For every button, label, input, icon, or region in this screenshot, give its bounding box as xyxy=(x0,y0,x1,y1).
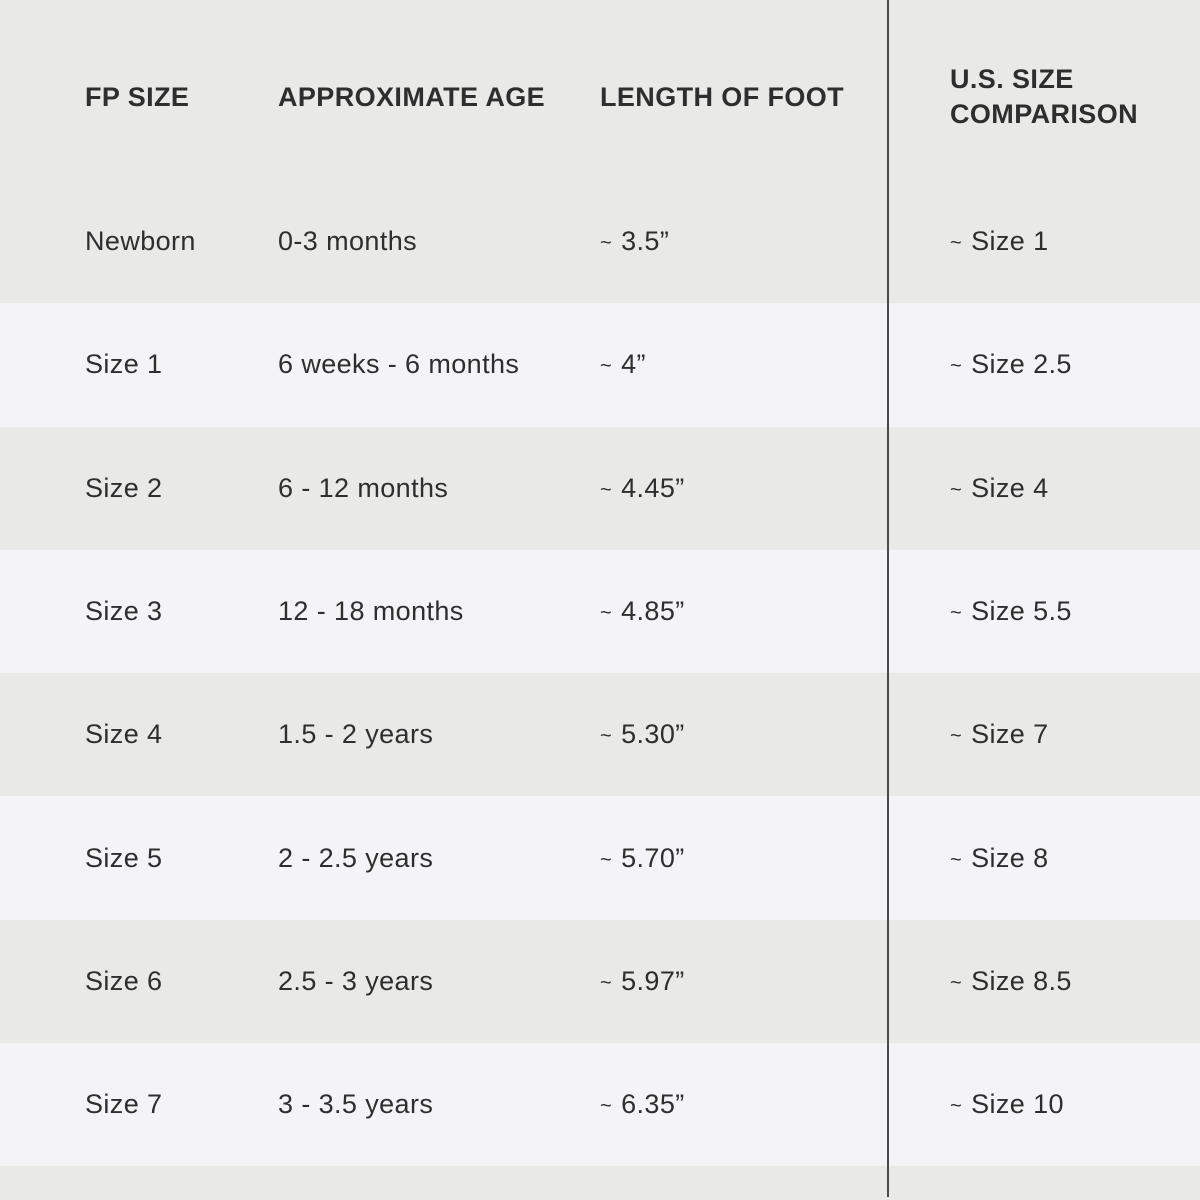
age-cell: 3 - 3.5 years xyxy=(278,1089,434,1120)
us-size-value: Size 4 xyxy=(971,472,1049,503)
approx-tilde: ~ xyxy=(600,725,613,748)
us-size-cell xyxy=(888,719,1200,750)
foot-length-value: 3.5” xyxy=(621,226,670,257)
approx-tilde: ~ xyxy=(600,232,613,255)
foot-length-cell xyxy=(600,843,888,874)
age-cell: 1.5 - 2 years xyxy=(278,719,434,750)
foot-length-value: 6.35” xyxy=(621,1089,685,1120)
age-cell: 12 - 18 months xyxy=(278,596,464,627)
fp-size-cell: Size 5 xyxy=(85,842,163,873)
approx-tilde: ~ xyxy=(950,848,963,871)
foot-length-value: 4” xyxy=(621,349,646,380)
us-size-cell xyxy=(888,473,1200,504)
fp-size-cell: Newborn xyxy=(85,226,196,257)
approx-tilde: ~ xyxy=(600,478,613,501)
table-row xyxy=(0,673,1200,796)
us-size-value: Size 8.5 xyxy=(971,965,1072,996)
approx-tilde: ~ xyxy=(600,602,613,625)
approx-tilde: ~ xyxy=(950,1095,963,1118)
approx-tilde: ~ xyxy=(600,355,613,378)
table-row xyxy=(0,303,1200,426)
age-cell: 2 - 2.5 years xyxy=(278,842,434,873)
foot-length-cell xyxy=(600,719,888,750)
approx-tilde: ~ xyxy=(950,725,963,748)
foot-length-cell xyxy=(600,966,888,997)
foot-length-cell xyxy=(600,596,888,627)
us-size-value: Size 8 xyxy=(971,842,1049,873)
bottom-strip xyxy=(0,1166,1200,1200)
age-cell: 2.5 - 3 years xyxy=(278,965,434,996)
us-size-cell xyxy=(888,226,1200,257)
foot-length-cell xyxy=(600,226,888,257)
header-fp-size: FP SIZE xyxy=(85,81,190,112)
age-cell: 0-3 months xyxy=(278,226,418,257)
us-size-cell xyxy=(888,966,1200,997)
approx-tilde: ~ xyxy=(600,848,613,871)
header-length-of-foot: LENGTH OF FOOT xyxy=(600,81,845,112)
age-cell: 6 - 12 months xyxy=(278,472,449,503)
approx-tilde: ~ xyxy=(950,232,963,255)
us-size-value: Size 7 xyxy=(971,719,1049,750)
header-approximate-age: APPROXIMATE AGE xyxy=(278,81,546,112)
us-size-cell xyxy=(888,1089,1200,1120)
us-size-cell xyxy=(888,349,1200,380)
table-row xyxy=(0,920,1200,1043)
table-row xyxy=(0,550,1200,673)
fp-size-cell: Size 7 xyxy=(85,1089,163,1120)
us-size-cell xyxy=(888,843,1200,874)
foot-length-value: 4.85” xyxy=(621,596,685,627)
foot-length-cell xyxy=(600,473,888,504)
table-header-row xyxy=(0,0,1200,180)
foot-length-value: 5.70” xyxy=(621,842,685,873)
approx-tilde: ~ xyxy=(950,971,963,994)
foot-length-value: 5.30” xyxy=(621,719,685,750)
foot-length-value: 4.45” xyxy=(621,472,685,503)
approx-tilde: ~ xyxy=(950,602,963,625)
fp-size-cell: Size 3 xyxy=(85,596,163,627)
header-us-size-comparison: U.S. SIZE COMPARISON xyxy=(950,64,1139,129)
foot-length-cell xyxy=(600,1089,888,1120)
us-size-cell xyxy=(888,596,1200,627)
approx-tilde: ~ xyxy=(950,355,963,378)
approx-tilde: ~ xyxy=(600,971,613,994)
table-row xyxy=(0,180,1200,303)
foot-length-cell xyxy=(600,349,888,380)
us-size-value: Size 5.5 xyxy=(971,596,1072,627)
table-row xyxy=(0,427,1200,550)
approx-tilde: ~ xyxy=(600,1095,613,1118)
table-row xyxy=(0,1043,1200,1166)
fp-size-cell: Size 2 xyxy=(85,472,163,503)
fp-size-cell: Size 6 xyxy=(85,965,163,996)
us-size-value: Size 10 xyxy=(971,1089,1064,1120)
fp-size-cell: Size 4 xyxy=(85,719,163,750)
column-divider-line xyxy=(887,0,889,1197)
table-row xyxy=(0,796,1200,919)
us-size-value: Size 2.5 xyxy=(971,349,1072,380)
fp-size-cell: Size 1 xyxy=(85,349,163,380)
approx-tilde: ~ xyxy=(950,478,963,501)
us-size-value: Size 1 xyxy=(971,226,1049,257)
foot-length-value: 5.97” xyxy=(621,965,685,996)
age-cell: 6 weeks - 6 months xyxy=(278,349,520,380)
